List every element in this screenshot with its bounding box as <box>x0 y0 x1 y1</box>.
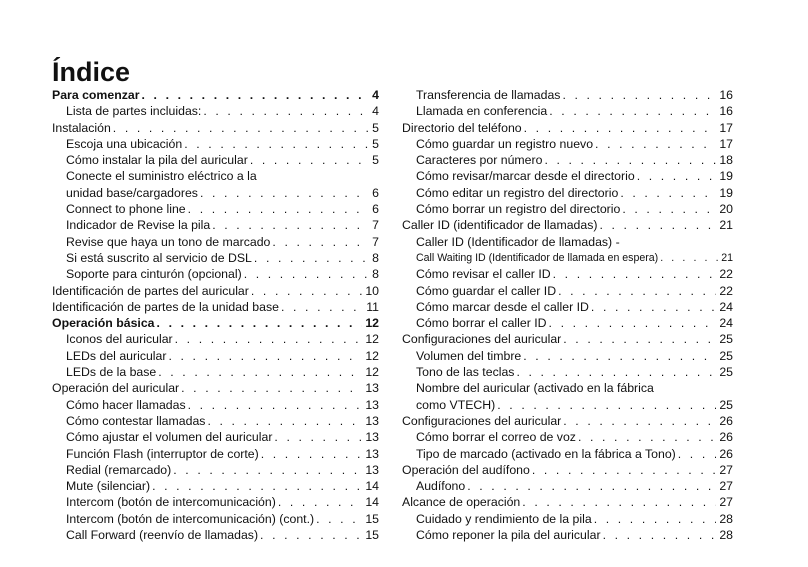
dot-leader <box>272 429 362 445</box>
toc-entry-title: Cómo editar un registro del directorio <box>416 185 619 200</box>
toc-entry <box>402 527 733 543</box>
toc-entry-page: 7 <box>372 218 379 233</box>
toc-entry <box>402 380 733 396</box>
toc-entry-title: Mute (silenciar) <box>66 479 151 494</box>
toc-entry <box>402 266 733 282</box>
toc-entry-page: 14 <box>365 495 379 510</box>
toc-entry-page: 6 <box>372 185 379 200</box>
toc-entry-page: 12 <box>365 365 379 380</box>
toc-entry-title: LEDs del auricular <box>66 348 167 363</box>
dot-leader <box>182 136 369 152</box>
toc-entry-title: Redial (remarcado) <box>66 462 172 477</box>
toc-entry-page: 12 <box>365 348 379 363</box>
toc-entry <box>402 250 733 266</box>
dot-leader <box>259 446 363 462</box>
toc-entry-title: Call Forward (reenvío de llamadas) <box>66 528 259 543</box>
toc-entry <box>402 462 733 478</box>
toc-entry-title: Alcance de operación <box>402 495 521 510</box>
toc-entry <box>52 120 379 136</box>
toc-entry-page: 16 <box>719 88 733 102</box>
toc-entry-title: Cómo borrar el correo de voz <box>416 430 576 445</box>
toc-entry <box>52 397 379 413</box>
toc-entry-title: Soporte para cinturón (opcional) <box>66 267 242 282</box>
toc-entry-title: Nombre del auricular (activado en la fábrica <box>416 381 654 396</box>
toc-entry <box>52 250 379 266</box>
dot-leader <box>560 87 716 103</box>
dot-leader <box>248 152 369 168</box>
dot-leader <box>179 380 362 396</box>
toc-entry <box>402 397 733 413</box>
toc-entry-title: Cómo ajustar el volumen del auricular <box>66 430 273 445</box>
toc-entry <box>52 429 379 445</box>
toc-entry <box>402 152 733 168</box>
toc-entry-title: Cómo instalar la pila del auricular <box>66 153 248 168</box>
toc-entry-title: Tono de las teclas <box>416 365 515 380</box>
toc-entry-title: Cómo guardar un registro nuevo <box>416 136 594 151</box>
toc-entry <box>52 446 379 462</box>
toc-entry <box>402 283 733 299</box>
dot-leader <box>618 185 716 201</box>
toc-entry-page: 24 <box>719 299 733 314</box>
dot-leader <box>589 299 716 315</box>
toc-entry-page: 4 <box>372 104 379 119</box>
dot-leader <box>520 494 716 510</box>
toc-entry-page: 13 <box>365 462 379 477</box>
dot-leader <box>186 201 370 217</box>
toc-entry-title: Configuraciones del auricular <box>402 332 562 347</box>
toc-entry <box>52 136 379 152</box>
page-title: Índice <box>52 57 131 87</box>
toc-entry-title: Cómo contestar llamadas <box>66 413 206 428</box>
toc-entry <box>52 266 379 282</box>
toc-entry-title: Operación del auricular <box>52 381 180 396</box>
dot-leader <box>556 283 716 299</box>
toc-entry <box>402 494 733 510</box>
toc-entry <box>402 217 733 233</box>
dot-leader <box>205 413 362 429</box>
dot-leader <box>635 168 717 184</box>
toc-entry <box>52 380 379 396</box>
toc-right-column <box>402 87 733 543</box>
toc-entry-page: 14 <box>365 479 379 494</box>
toc-entry <box>52 185 379 201</box>
toc-entry-title: como VTECH) <box>416 397 496 412</box>
toc-entry-title: Si está suscrito al servicio de DSL <box>66 250 252 265</box>
toc-entry-title: Lista de partes incluidas: <box>66 104 202 119</box>
toc-entry-title: Llamada en conferencia <box>416 104 548 119</box>
dot-leader <box>561 413 716 429</box>
toc-entry <box>52 348 379 364</box>
toc-entry-page: 17 <box>719 120 733 135</box>
toc-entry-title: Función Flash (interruptor de corte) <box>66 446 259 461</box>
toc-entry-page: 15 <box>365 511 379 526</box>
toc-entry <box>52 168 379 184</box>
toc-entry <box>402 136 733 152</box>
toc-entry <box>402 185 733 201</box>
toc-entry-page: 5 <box>372 153 379 168</box>
toc-entry-page: 5 <box>372 136 379 151</box>
toc-entry <box>402 120 733 136</box>
toc-entry-title: Escoja una ubicación <box>66 136 183 151</box>
toc-entry-page: 19 <box>719 185 733 200</box>
dot-leader <box>198 185 369 201</box>
toc-entry-page: 13 <box>365 413 379 428</box>
dot-leader <box>547 103 716 119</box>
toc-entry-title: Instalación <box>52 120 111 135</box>
toc-entry <box>52 331 379 347</box>
toc-entry-page: 25 <box>719 397 733 412</box>
toc-entry-title: Caller ID (identificador de llamadas) <box>402 218 598 233</box>
toc-entry-title: Cómo reponer la pila del auricular <box>416 528 601 543</box>
toc-entry-title: Audífono <box>416 479 466 494</box>
toc-entry <box>52 283 379 299</box>
toc-entry <box>402 348 733 364</box>
dot-leader <box>276 494 362 510</box>
toc-entry-title: Intercom (botón de intercomunicación) (cont.) <box>66 511 315 526</box>
toc-entry <box>52 462 379 478</box>
toc-entry-title: Operación del audífono <box>402 462 530 477</box>
toc-left-column <box>52 87 379 543</box>
toc-entry <box>52 494 379 510</box>
toc-entry <box>402 315 733 331</box>
toc-entry-title: Caller ID (Identificador de llamadas) - <box>416 234 620 249</box>
toc-entry-page: 13 <box>365 397 379 412</box>
toc-entry-title: Connect to phone line <box>66 202 186 217</box>
toc-entry-title: Identificación de partes del auricular <box>52 283 249 298</box>
dot-leader <box>576 429 716 445</box>
toc-entry-page: 13 <box>365 381 379 396</box>
dot-leader <box>166 348 362 364</box>
dot-leader <box>542 152 716 168</box>
dot-leader <box>658 250 718 266</box>
dot-leader <box>270 234 369 250</box>
toc-entry-page: 22 <box>719 283 733 298</box>
dot-leader <box>530 462 716 478</box>
toc-entry-title: Para comenzar <box>52 88 140 102</box>
toc-entry <box>402 429 733 445</box>
toc-entry-title: Intercom (botón de intercomunicación) <box>66 495 276 510</box>
toc-entry-page: 26 <box>719 446 733 461</box>
dot-leader <box>150 478 362 494</box>
toc-entry-title: Identificación de partes de la unidad base <box>52 299 279 314</box>
toc-entry <box>52 152 379 168</box>
dot-leader <box>592 511 717 527</box>
dot-leader <box>314 511 362 527</box>
dot-leader <box>252 250 369 266</box>
toc-entry-page: 13 <box>365 430 379 445</box>
toc-entry-title: Iconos del auricular <box>66 332 173 347</box>
toc-entry-title: Operación básica <box>52 316 155 331</box>
dot-leader <box>171 462 362 478</box>
dot-leader <box>620 201 716 217</box>
toc-entry-page: 18 <box>719 153 733 168</box>
toc-entry-page: 5 <box>372 120 379 135</box>
toc-entry-page: 12 <box>365 316 379 331</box>
toc-entry <box>402 299 733 315</box>
toc-entry-page: 26 <box>719 430 733 445</box>
toc-entry-page: 21 <box>721 251 733 264</box>
toc-entry <box>402 168 733 184</box>
toc-entry-title: Cómo borrar un registro del directorio <box>416 202 621 217</box>
toc-entry-title: Cómo guardar el caller ID <box>416 283 557 298</box>
dot-leader <box>495 397 716 413</box>
toc-entry-page: 27 <box>719 479 733 494</box>
dot-leader <box>561 331 716 347</box>
toc-entry-title: Cómo hacer llamadas <box>66 397 186 412</box>
toc-entry-title: Cuidado y rendimiento de la pila <box>416 511 592 526</box>
dot-leader <box>514 364 716 380</box>
toc-entry <box>52 413 379 429</box>
dot-leader <box>593 136 716 152</box>
toc-entry <box>402 511 733 527</box>
toc-entry <box>52 315 379 331</box>
toc-entry-page: 13 <box>365 446 379 461</box>
toc-entry-page: 6 <box>372 202 379 217</box>
toc-entry <box>52 201 379 217</box>
toc-entry <box>52 364 379 380</box>
toc-entry-page: 21 <box>719 218 733 233</box>
toc-entry-page: 20 <box>719 202 733 217</box>
toc-entry-title: Cómo revisar el caller ID <box>416 267 551 282</box>
dot-leader <box>597 217 716 233</box>
dot-leader <box>551 266 717 282</box>
toc-entry-page: 17 <box>719 136 733 151</box>
dot-leader <box>465 478 716 494</box>
toc-entry-page: 7 <box>372 234 379 249</box>
dot-leader <box>279 299 363 315</box>
toc-entry-page: 12 <box>365 332 379 347</box>
toc-entry-page: 11 <box>366 299 379 314</box>
toc-entry-title: Call Waiting ID (Identificador de llamada en espera) <box>416 251 659 264</box>
toc-entry-title: Volumen del timbre <box>416 348 522 363</box>
toc-entry-page: 27 <box>719 495 733 510</box>
dot-leader <box>173 331 363 347</box>
toc-entry-title: Directorio del teléfono <box>402 120 522 135</box>
toc-entry-page: 28 <box>719 511 733 526</box>
toc-entry-page: 28 <box>719 528 733 543</box>
dot-leader <box>155 315 363 331</box>
toc-entry-page: 25 <box>719 332 733 347</box>
dot-leader <box>242 266 369 282</box>
toc-entry <box>402 478 733 494</box>
dot-leader <box>111 120 369 136</box>
dot-leader <box>258 527 362 543</box>
toc-entry-page: 25 <box>719 348 733 363</box>
toc-entry <box>402 364 733 380</box>
toc-entry-title: LEDs de la base <box>66 365 157 380</box>
toc-entry-title: Conecte el suministro eléctrico a la <box>66 169 257 184</box>
toc-entry-title: Indicador de Revise la pila <box>66 218 211 233</box>
toc-entry-title: Cómo marcar desde el caller ID <box>416 299 589 314</box>
dot-leader <box>521 348 716 364</box>
toc-entry <box>52 103 379 119</box>
toc-entry <box>52 299 379 315</box>
toc-entry-title: Transferencia de llamadas <box>416 88 561 102</box>
toc-entry-page: 16 <box>719 104 733 119</box>
toc-entry-title: Caracteres por número <box>416 153 543 168</box>
toc-entry-page: 8 <box>372 267 379 282</box>
toc-entry <box>402 446 733 462</box>
dot-leader <box>140 87 370 103</box>
dot-leader <box>601 527 717 543</box>
toc-entry <box>402 103 733 119</box>
dot-leader <box>522 120 717 136</box>
toc-entry-title: Cómo revisar/marcar desde el directorio <box>416 169 635 184</box>
toc-entry <box>402 234 733 250</box>
dot-leader <box>249 283 362 299</box>
toc-entry <box>52 217 379 233</box>
dot-leader <box>676 446 717 462</box>
toc-entry-page: 19 <box>719 169 733 184</box>
toc-entry-page: 10 <box>365 283 379 298</box>
toc-entry <box>52 527 379 543</box>
toc-entry-page: 22 <box>719 267 733 282</box>
toc-entry <box>52 511 379 527</box>
toc-entry <box>52 478 379 494</box>
dot-leader <box>210 217 369 233</box>
toc-entry <box>402 331 733 347</box>
toc-entry-page: 4 <box>372 88 379 102</box>
toc-entry-page: 24 <box>719 316 733 331</box>
toc-entry-page: 27 <box>719 462 733 477</box>
toc-entry-page: 15 <box>365 528 379 543</box>
dot-leader <box>547 315 717 331</box>
dot-leader <box>156 364 362 380</box>
toc-entry-page: 25 <box>719 365 733 380</box>
toc-entry <box>402 87 733 103</box>
toc-entry <box>402 413 733 429</box>
toc-entry-title: Cómo borrar el caller ID <box>416 316 547 331</box>
dot-leader <box>186 397 363 413</box>
toc-entry-page: 26 <box>719 413 733 428</box>
toc-entry-title: Tipo de marcado (activado en la fábrica a Tono) <box>416 446 676 461</box>
toc-entry-page: 8 <box>372 250 379 265</box>
toc-entry-title: Revise que haya un tono de marcado <box>66 234 271 249</box>
toc-entry <box>402 201 733 217</box>
toc-entry <box>52 234 379 250</box>
dot-leader <box>201 103 369 119</box>
toc-entry-title: unidad base/cargadores <box>66 185 198 200</box>
toc-entry-title: Configuraciones del auricular <box>402 413 562 428</box>
toc-entry <box>52 87 379 103</box>
